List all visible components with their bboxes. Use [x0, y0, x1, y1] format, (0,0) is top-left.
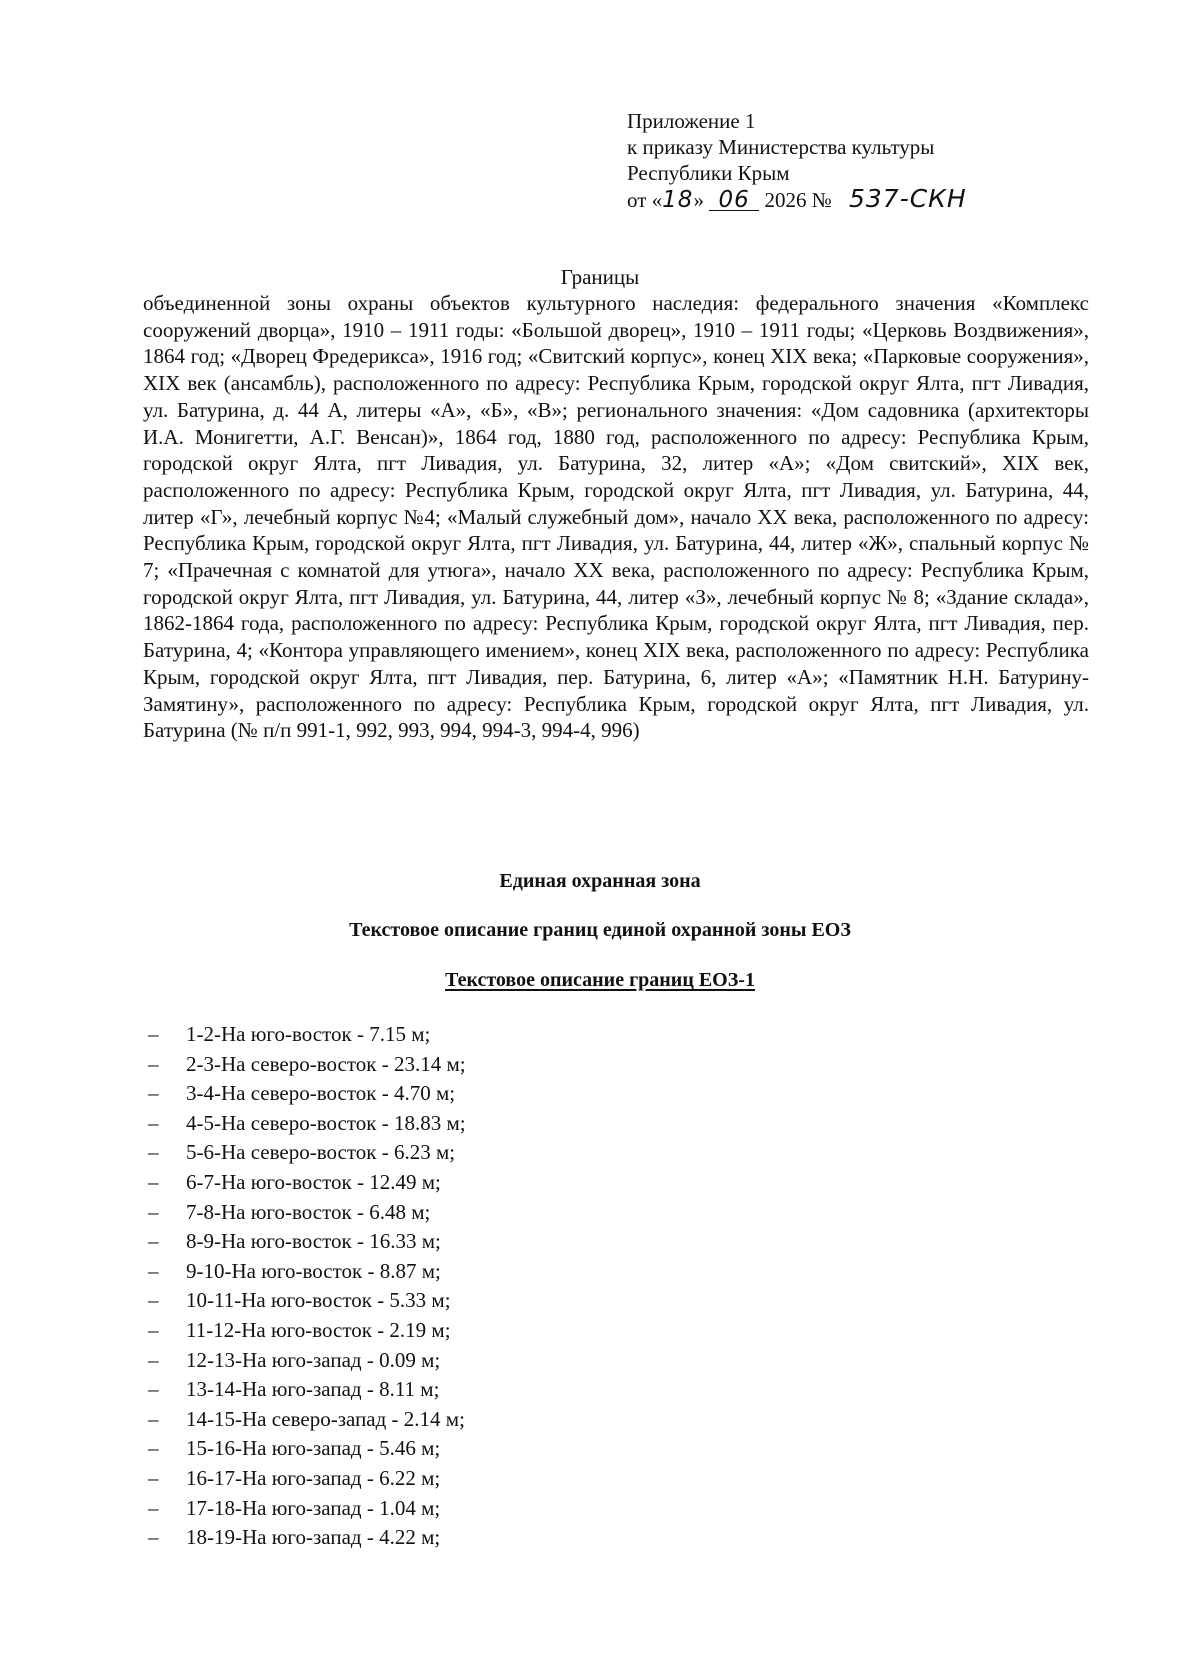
- segment-text: 3-4-На северо-восток - 4.70 м;: [186, 1081, 456, 1106]
- list-dash: –: [148, 1051, 159, 1076]
- list-item: [148, 1375, 466, 1405]
- list-item: [148, 1050, 466, 1080]
- segment-text: 9-10-На юго-восток - 8.87 м;: [186, 1258, 441, 1283]
- list-item: [148, 1168, 466, 1198]
- list-item: [148, 1198, 466, 1228]
- segment-text: 13-14-На юго-запад - 8.11 м;: [186, 1377, 440, 1402]
- boundary-segments-list: [148, 1020, 466, 1553]
- year-and-number-label: 2026 №: [764, 188, 832, 212]
- appendix-date-line: [627, 186, 967, 213]
- list-dash: –: [148, 1288, 159, 1313]
- date-mid: »: [693, 188, 704, 212]
- list-item: [148, 1405, 466, 1435]
- list-dash: –: [148, 1377, 159, 1402]
- document-title: Границы: [560, 265, 640, 289]
- list-dash: –: [148, 1110, 159, 1135]
- zone-description: объединенной зоны охраны объектов культурного наследия: федерального значения «Комплекс сооружений дворца», 1910 – 1911 годы: «Большой дворец», 1910 – 1911 годы; «Церковь Воздвижения», 1864 год; «Дворец Фредерикса», 1916 год; «Свитский корпус», конец XIX века; «Парковые сооружения», XIX век (ансамбль), расположенного по адресу: Республика Крым, городской округ Ялта, пгт Ливадия, ул. Батурина, д. 44 А, литеры «А», «Б», «В»; регионального значения: «Дом садовника (архитекторы И.А. Монигетти, А.Г. Венсан)», 1864 год, 1880 год, расположенного по адресу: Республика Крым, городской округ Ялта, пгт Ливадия, ул. Батурина, 32, литер «А»; «Дом свитский», XIX век, расположенного по адресу: Республика Крым, городской округ Ялта, пгт Ливадия, ул. Батурина, 44, литер «Г», лечебный корпус №4; «Малый служебный дом», начало XX века, расположенного по адресу: Республика Крым, городской округ Ялта, пгт Ливадия, ул. Батурина, 44, литер «Ж», спальный корпус № 7; «Прачечная с комнатой для утюга», начало XX века, расположенного по адресу: Республика Крым, городской округ Ялта, пгт Ливадия, ул. Батурина, 44, литер «З», лечебный корпус № 8; «Здание склада», 1862-1864 года, расположенного по адресу: Республика Крым, городской округ Ялта, пгт Ливадия, пер. Батурина, 4; «Контора управляющего имением», конец XIX века, расположенного по адресу: Республика Крым, городской округ Ялта, пгт Ливадия, пер. Батурина, 6, литер «А»; «Памятник Н.Н. Батурину-Замятину», расположенного по адресу: Республика Крым, городской округ Ялта, пгт Ливадия, ул. Батурина (№ п/п 991-1, 992, 993, 994, 994-3, 994-4, 996): [143, 291, 1089, 743]
- list-item: [148, 1523, 466, 1553]
- segment-text: 17-18-На юго-запад - 1.04 м;: [186, 1495, 441, 1520]
- list-dash: –: [148, 1406, 159, 1431]
- list-item: [148, 1109, 466, 1139]
- segment-text: 4-5-На северо-восток - 18.83 м;: [186, 1110, 466, 1135]
- appendix-line-2: к приказу Министерства культуры: [627, 135, 935, 159]
- list-item: [148, 1138, 466, 1168]
- segment-text: 7-8-На юго-восток - 6.48 м;: [186, 1199, 431, 1224]
- list-dash: –: [148, 1525, 159, 1550]
- list-item: [148, 1434, 466, 1464]
- heading-unified-zone: Единая охранная зона: [499, 870, 701, 892]
- segment-text: 11-12-На юго-восток - 2.19 м;: [186, 1317, 451, 1342]
- list-dash: –: [148, 1140, 159, 1165]
- list-dash: –: [148, 1436, 159, 1461]
- list-dash: –: [148, 1465, 159, 1490]
- segment-text: 10-11-На юго-восток - 5.33 м;: [186, 1288, 451, 1313]
- list-item: [148, 1020, 466, 1050]
- list-dash: –: [148, 1169, 159, 1194]
- list-item: [148, 1346, 466, 1376]
- list-item: [148, 1079, 466, 1109]
- list-dash: –: [148, 1081, 159, 1106]
- appendix-line-1: Приложение 1: [627, 109, 756, 133]
- list-item: [148, 1494, 466, 1524]
- segment-text: 14-15-На северо-запад - 2.14 м;: [186, 1406, 465, 1431]
- list-item: [148, 1286, 466, 1316]
- segment-text: 2-3-На северо-восток - 23.14 м;: [186, 1051, 466, 1076]
- list-dash: –: [148, 1199, 159, 1224]
- list-item: [148, 1316, 466, 1346]
- list-dash: –: [148, 1495, 159, 1520]
- list-item: [148, 1257, 466, 1287]
- handwritten-month: 06: [709, 190, 759, 211]
- segment-text: 6-7-На юго-восток - 12.49 м;: [186, 1169, 441, 1194]
- handwritten-order-number: 537-СКН: [848, 184, 967, 213]
- heading-eoz1-description: Текстовое описание границ ЕОЗ-1: [445, 969, 755, 991]
- segment-text: 18-19-На юго-запад - 4.22 м;: [186, 1525, 441, 1550]
- date-prefix: от «: [627, 188, 663, 212]
- list-dash: –: [148, 1347, 159, 1372]
- list-dash: –: [148, 1229, 159, 1254]
- list-dash: –: [148, 1022, 159, 1046]
- segment-text: 15-16-На юго-запад - 5.46 м;: [186, 1436, 441, 1461]
- appendix-header: [627, 108, 967, 213]
- handwritten-day: 18: [662, 187, 694, 213]
- list-item: [148, 1227, 466, 1257]
- appendix-line-3: Республики Крым: [627, 161, 790, 185]
- list-item: [148, 1464, 466, 1494]
- segment-text: 12-13-На юго-запад - 0.09 м;: [186, 1347, 441, 1372]
- segment-text: 8-9-На юго-восток - 16.33 м;: [186, 1229, 441, 1254]
- list-dash: –: [148, 1258, 159, 1283]
- segment-text: 16-17-На юго-запад - 6.22 м;: [186, 1465, 441, 1490]
- segment-text: 1-2-На юго-восток - 7.15 м;: [186, 1022, 431, 1046]
- segment-text: 5-6-На северо-восток - 6.23 м;: [186, 1140, 456, 1165]
- heading-text-description: Текстовое описание границ единой охранной зоны ЕОЗ: [349, 919, 851, 941]
- list-dash: –: [148, 1317, 159, 1342]
